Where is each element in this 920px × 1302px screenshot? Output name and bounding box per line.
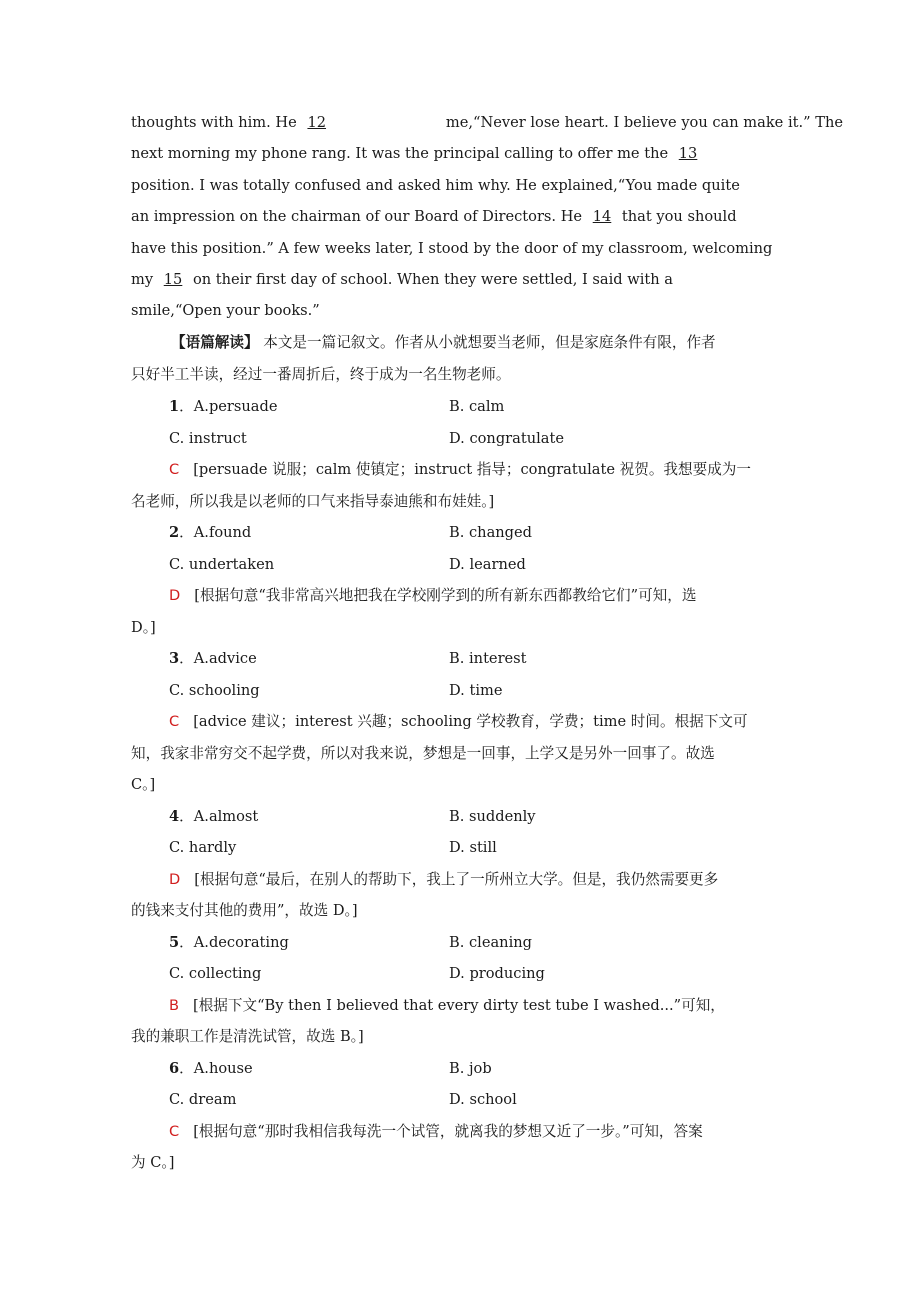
answer-letter: C — [169, 1122, 180, 1140]
passage — [131, 112, 843, 332]
blank-13: 13 — [678, 145, 698, 163]
passage-line: my 15 on their first day of school. When they were settled, I said with a — [131, 269, 843, 300]
answer-letter: D — [169, 870, 181, 888]
passage-line: smile,“Open your books.” — [131, 302, 320, 320]
blank-14: 14 — [592, 208, 612, 226]
question-3: 3．A.advice B. interest C. schooling D. time C [advice 建议；interest 兴趣；schooling 学校教育，学费；time 时间。根据下文可 知，我家非常穷交不起学费，所以对我来说，梦想是一回事，上学又是另外一回事了。故选 C。] — [131, 648, 831, 806]
question-6: 6．A.house B. job C. dream D. school C [根据句意“那时我相信我每洗一个试管，就离我的梦想又近了一步。”可知，答案 为 C。] — [131, 1058, 831, 1184]
explanation: C [persuade 说服；calm 使镇定；instruct 指导；congratulate 祝贺。我想要成为一 名老师，所以我是以老师的口气来指导泰迪熊和布娃娃。] — [131, 461, 751, 510]
explanation: C [根据句意“那时我相信我每洗一个试管，就离我的梦想又近了一步。”可知，答案 为 C。] — [131, 1122, 703, 1171]
question-2: 2．A.found B. changed C. undertaken D. learned D [根据句意“我非常高兴地把我在学校刚学到的所有新东西都教给它们”可知，选 D。] — [131, 522, 831, 648]
question-4: 4．A.almost B. suddenly C. hardly D. still D [根据句意“最后，在别人的帮助下，我上了一所州立大学。但是，我仍然需要更多 的钱来支付其他的费用”，故选 D。] — [131, 806, 831, 932]
question-list — [131, 396, 831, 1184]
answer-letter: C — [169, 461, 180, 478]
explanation: C [advice 建议；interest 兴趣；schooling 学校教育，学费；time 时间。根据下文可 知，我家非常穷交不起学费，所以对我来说，梦想是一回事，上学又是另外一回事了。故选 C。] — [131, 713, 748, 793]
passage-analysis: 【语篇解读】 本文是一篇记叙文。作者从小就想要当老师，但是家庭条件有限，作者 只好半工半读，经过一番周折后，终于成为一名生物老师。 — [131, 334, 716, 383]
blank-12: 12 — [307, 114, 327, 131]
answer-letter: B — [169, 996, 180, 1014]
answer-letter: C — [169, 713, 180, 730]
explanation: B [根据下文“By then I believed that every dirty test tube I washed...”可知， 我的兼职工作是清洗试管，故选 B。] — [131, 996, 725, 1045]
blank-15: 15 — [163, 270, 183, 288]
question-5: 5．A.decorating B. cleaning C. collecting D. producing B [根据下文“By then I believed that every dirty test tube I washed...”可知， 我的兼职工作是清洗试管，故选 B。] — [131, 932, 831, 1058]
question-1: 1．A.persuade B. calm C. instruct D. congratulate C [persuade 说服；calm 使镇定；instruct 指导；congratulate 祝贺。我想要成为一 名老师，所以我是以老师的口气来指导泰迪熊和布娃娃。] — [131, 396, 831, 522]
answer-letter: D — [169, 587, 181, 604]
passage-line: thoughts with him. He 12 me,“Never lose heart. I believe you can make it.” The — [131, 112, 843, 143]
analysis-title: 【语篇解读】 — [171, 334, 259, 351]
passage-line: have this position.” A few weeks later, I stood by the door of my classroom, welcoming — [131, 239, 773, 257]
passage-line: next morning my phone rang. It was the principal calling to offer me the 13 — [131, 143, 843, 174]
explanation: D [根据句意“我非常高兴地把我在学校刚学到的所有新东西都教给它们”可知，选 D。] — [131, 587, 697, 636]
passage-line: position. I was totally confused and asked him why. He explained,“You made quite — [131, 176, 740, 194]
passage-line: an impression on the chairman of our Board of Directors. He 14 that you should — [131, 206, 843, 237]
explanation: D [根据句意“最后，在别人的帮助下，我上了一所州立大学。但是，我仍然需要更多 的钱来支付其他的费用”，故选 D。] — [131, 870, 719, 919]
